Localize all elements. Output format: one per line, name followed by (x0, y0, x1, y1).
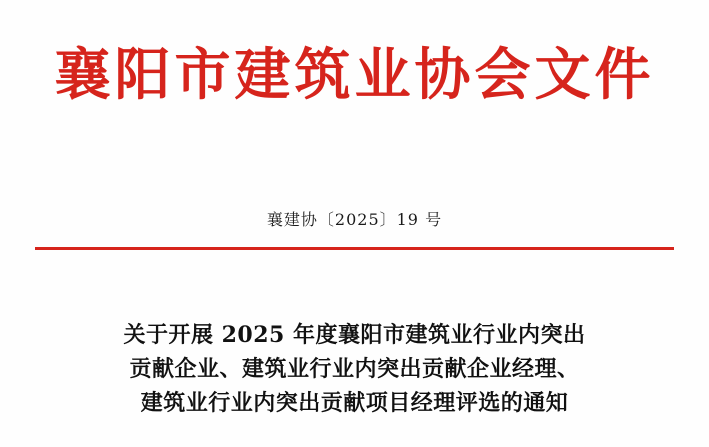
document-number: 襄建协〔2025〕19 号 (266, 210, 443, 229)
document-title-line: 关于开展 2025 年度襄阳市建筑业行业内突出 (123, 322, 586, 348)
red-divider-rule (35, 247, 674, 250)
document-title-line: 建筑业行业内突出贡献项目经理评选的通知 (140, 390, 569, 417)
document-title-line: 贡献企业、建筑业行业内突出贡献企业经理、 (129, 356, 580, 383)
document-title (60, 318, 649, 420)
document-masthead-title: 襄阳市建筑业协会文件 (54, 42, 655, 108)
